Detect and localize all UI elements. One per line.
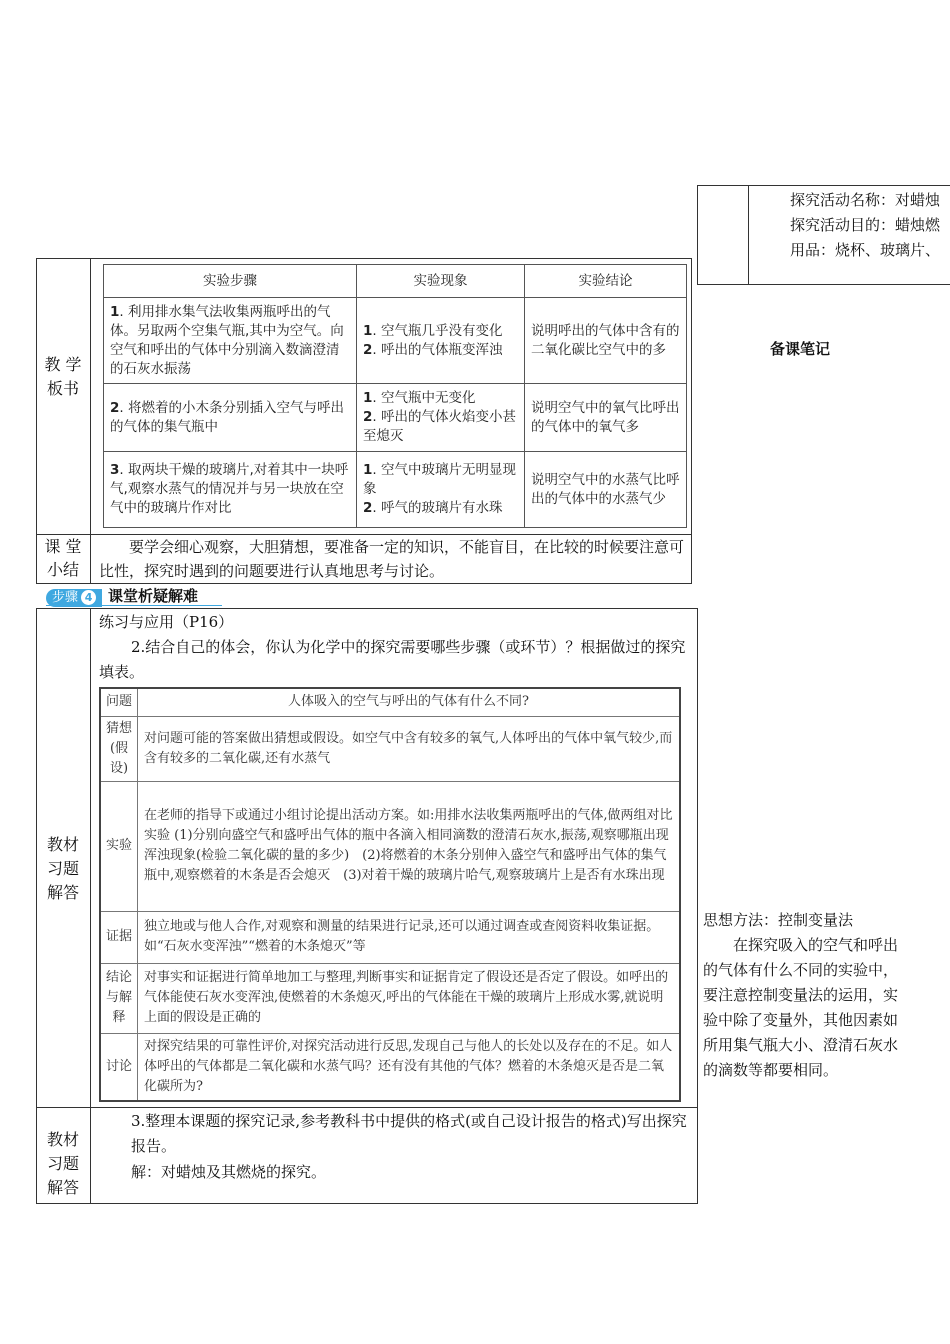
conclusion-cell: 说明空气中的水蒸气比呼出的气体中的水蒸气少 xyxy=(525,452,687,528)
step-badge xyxy=(46,585,198,607)
activity-goal: 探究活动目的：蜡烛燃 xyxy=(790,216,941,234)
exercise-section xyxy=(36,608,698,1108)
table-row xyxy=(104,452,687,528)
top-right-box xyxy=(697,185,950,285)
table-row: 猜想(假设) 对问题可能的答案做出猜想或假设。如空气中含有较多的氧气,人体呼出的气体中氧气较少,而含有较多的二氧化碳,还有水蒸气 xyxy=(100,716,680,781)
summary-section xyxy=(36,534,692,584)
exercise-label: 教材 习题 解答 xyxy=(46,835,79,902)
step-cell: 3. 取两块干燥的玻璃片,对着其中一块呼气,观察水蒸气的情况并与另一块放在空气中的玻璃片作对比 xyxy=(104,452,357,528)
exercise2-label: 教材 习题 解答 xyxy=(46,1130,79,1197)
question-2: 2.结合自己的体会，你认为化学中的探究需要哪些步骤（或环节）？根据做过的探究填表。 xyxy=(99,638,686,681)
phenomenon-cell: 1. 空气瓶几乎没有变化 2. 呼出的气体瓶变浑浊 xyxy=(357,298,525,384)
exercise-intro: 练习与应用（P16） xyxy=(99,613,234,631)
conclusion-cell: 说明呼出的气体中含有的二氧化碳比空气中的多 xyxy=(525,298,687,384)
board-label: 教 学 板书 xyxy=(44,355,82,398)
header-conclusion: 实验结论 xyxy=(525,265,687,298)
exercise2-section xyxy=(36,1107,698,1204)
notes-title: 备课笔记 xyxy=(770,340,831,358)
table-row: 讨论 对探究结果的可靠性评价,对探究活动进行反思,发现自己与他人的长处以及存在的不足。如人体呼出的气体都是二氧化碳和水蒸气吗？还有没有其他的气体？燃着的木条熄灭是否是二氧化碳所为? xyxy=(100,1033,680,1101)
board-section xyxy=(36,258,692,535)
conclusion-cell: 说明空气中的氧气比呼出的气体中的氧气多 xyxy=(525,384,687,452)
header-phenomena: 实验现象 xyxy=(357,265,525,298)
table-row: 问题 人体吸入的空气与呼出的气体有什么不同? xyxy=(100,688,680,716)
step-badge-pill: 步骤 4 xyxy=(46,589,102,607)
table-row: 证据 独立地或与他人合作,对观察和测量的结果进行记录,还可以通过调查或查阅资料收集证据。如“石灰水变浑浊”“燃着的木条熄灭”等 xyxy=(100,911,680,963)
side-note-text: 在探究吸入的空气和呼出的气体有什么不同的实验中，要注意控制变量法的运用，实验中除了变量外，其他因素如所用集气瓶大小、澄清石灰水的滴数等都要相同。 xyxy=(703,936,899,1079)
activity-name: 探究活动名称：对蜡烛 xyxy=(790,191,941,209)
box-divider xyxy=(748,186,749,284)
table-row: 结论与解释 对事实和证据进行简单地加工与整理,判断事实和证据肯定了假设还是否定了假设。如呼出的气体能使石灰水变浑浊,使燃着的木条熄灭,呼出的气体能在干燥的玻璃片上形成水雾,就说明上面的假设是正确的 xyxy=(100,963,680,1033)
inquiry-table xyxy=(99,687,681,1102)
header-steps: 实验步骤 xyxy=(104,265,357,298)
summary-text: 要学会细心观察，大胆猜想，要准备一定的知识，不能盲目，在比较的时候要注意可比性，探究时遇到的问题要进行认真地思考与讨论。 xyxy=(99,538,685,580)
table-row: 实验 在老师的指导下或通过小组讨论提出活动方案。如:用排水法收集两瓶呼出的气体,做两组对比实验 (1)分别向盛空气和盛呼出气体的瓶中各滴入相同滴数的澄清石灰水,振荡,观察哪瓶出现浑浊现象(检验二氧化碳的量的多少) (2)将燃着的木条分别伸入盛空气和盛呼出气体的集气瓶中,观察燃着的木条是否会熄灭 (3)对着干燥的玻璃片哈气,观察玻璃片上是否有水珠出现 xyxy=(100,781,680,911)
step-cell: 2. 将燃着的小木条分别插入空气与呼出的气体的集气瓶中 xyxy=(104,384,357,452)
phenomenon-cell: 1. 空气瓶中无变化 2. 呼出的气体火焰变小甚至熄灭 xyxy=(357,384,525,452)
board-table xyxy=(103,264,687,528)
question-3: 3.整理本课题的探究记录,参考教科书中提供的格式(或自己设计报告的格式)写出探究报告。 xyxy=(131,1112,687,1155)
step-cell: 1. 利用排水集气法收集两瓶呼出的气体。另取两个空集气瓶,其中为空气。向空气和呼出的气体中分别滴入数滴澄清的石灰水振荡 xyxy=(104,298,357,384)
answer-3: 解：对蜡烛及其燃烧的探究。 xyxy=(131,1163,327,1181)
step-title: 课堂析疑解难 xyxy=(108,587,199,605)
side-note xyxy=(703,908,905,1083)
table-row xyxy=(104,298,687,384)
summary-label: 课 堂 小结 xyxy=(44,537,82,579)
table-row xyxy=(104,384,687,452)
phenomenon-cell: 1. 空气中玻璃片无明显现象 2. 呼气的玻璃片有水珠 xyxy=(357,452,525,528)
activity-supplies: 用品：烧杯、玻璃片、 xyxy=(790,241,941,259)
side-note-title: 思想方法：控制变量法 xyxy=(703,911,854,929)
